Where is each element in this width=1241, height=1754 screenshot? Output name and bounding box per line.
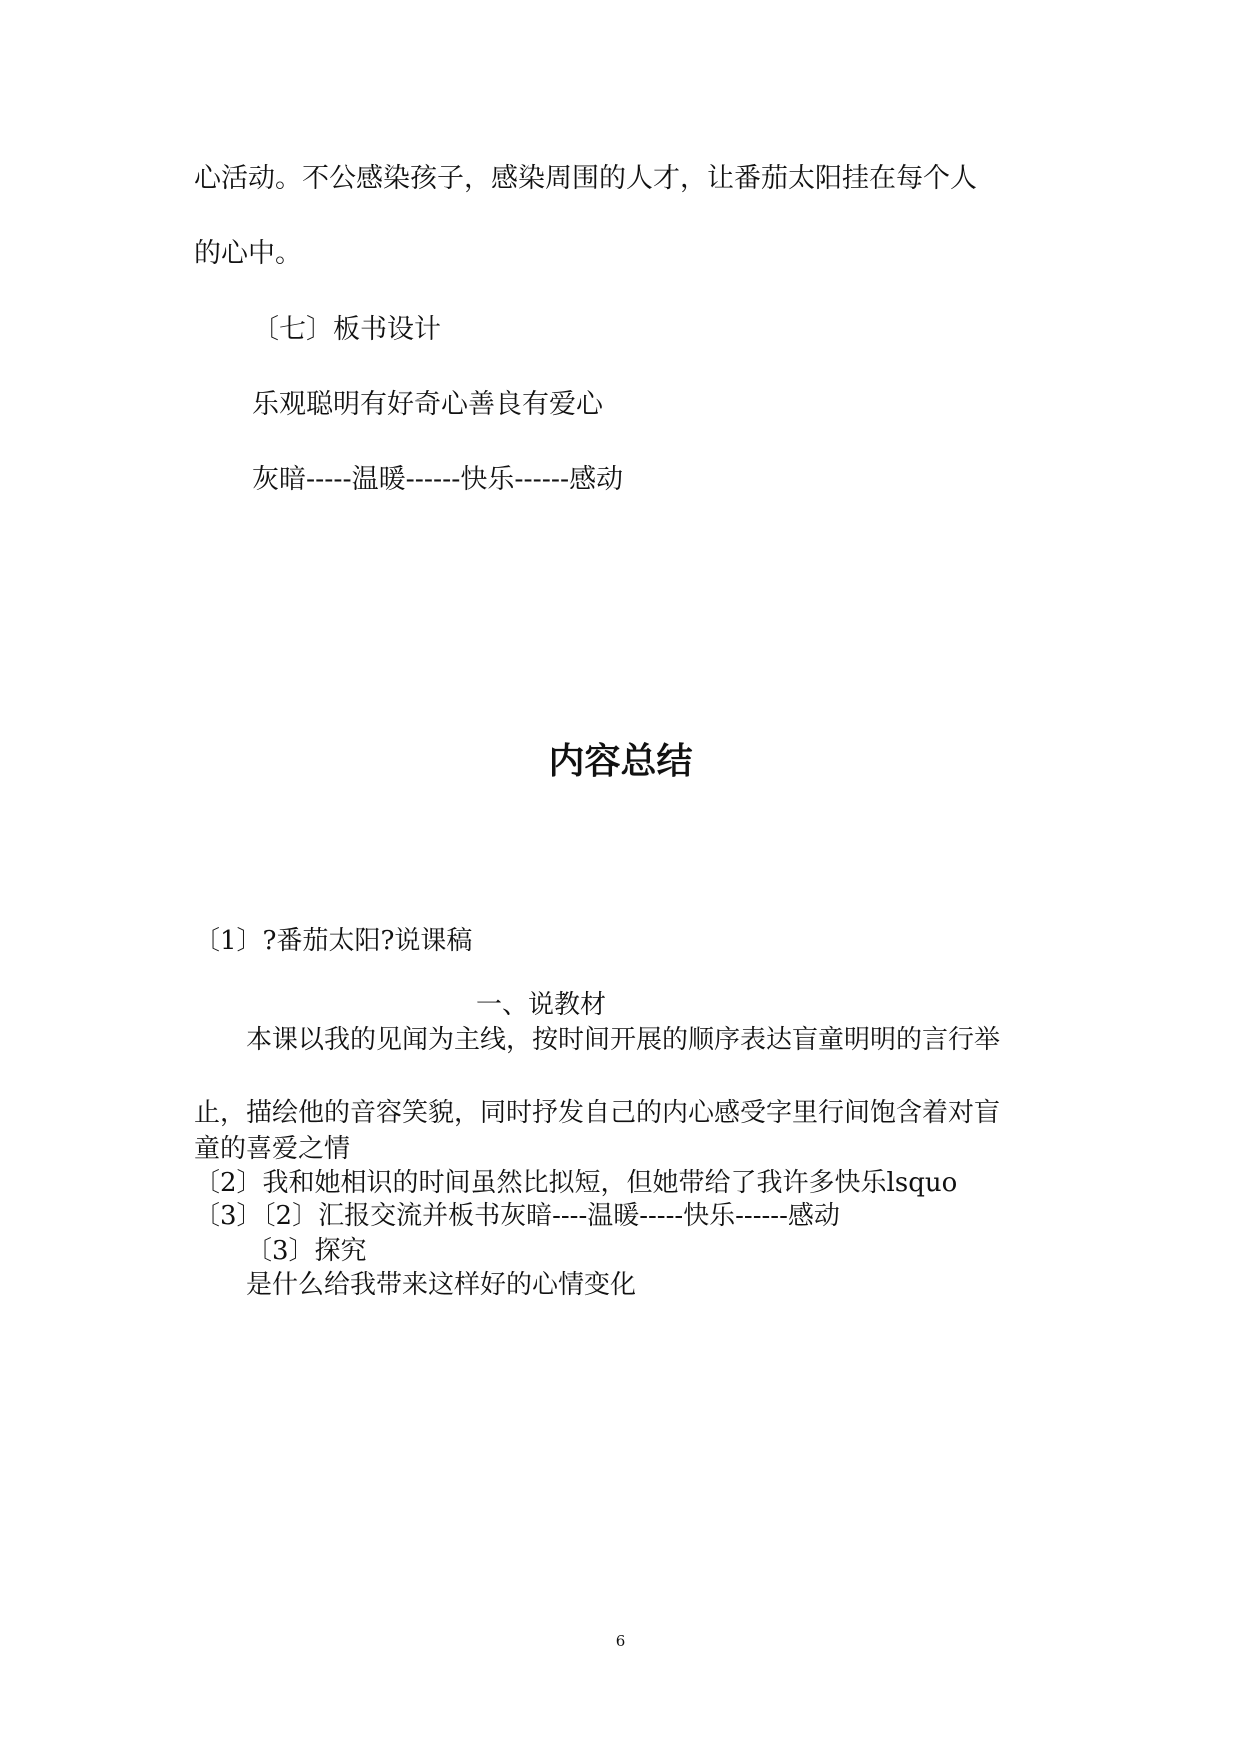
summary-item: 〔2〕我和她相识的时间虽然比拟短，但她带给了我许多快乐lsquo (194, 1168, 958, 1198)
summary-paragraph-line: 童的喜爱之情 (194, 1134, 351, 1164)
summary-paragraph-line: 止，描绘他的音容笑貌，同时抒发自己的内心感受字里行间饱含着对盲 (194, 1098, 1001, 1128)
board-design-line: 灰暗-----温暖------快乐------感动 (252, 464, 624, 495)
board-design-line: 乐观聪明有好奇心善良有爱心 (252, 389, 603, 420)
section-heading: 〔七〕板书设计 (252, 314, 441, 345)
summary-subitem-text: 是什么给我带来这样好的心情变化 (246, 1270, 637, 1300)
summary-item: 〔3〕〔2〕汇报交流并板书灰暗----温暖-----快乐------感动 (194, 1201, 840, 1231)
summary-subitem: 〔3〕探究 (246, 1236, 367, 1266)
summary-subheading: 一、说教材 (476, 990, 607, 1020)
page-number: 6 (615, 1632, 626, 1650)
summary-paragraph-line: 本课以我的见闻为主线，按时间开展的顺序表达盲童明明的言行举 (246, 1025, 1001, 1055)
paragraph-line: 心活动。不公感染孩子，感染周围的人才，让番茄太阳挂在每个人 (194, 163, 977, 194)
summary-title: 内容总结 (548, 741, 693, 782)
paragraph-line: 的心中。 (194, 238, 302, 269)
summary-item: 〔1〕?番茄太阳?说课稿 (194, 926, 473, 956)
